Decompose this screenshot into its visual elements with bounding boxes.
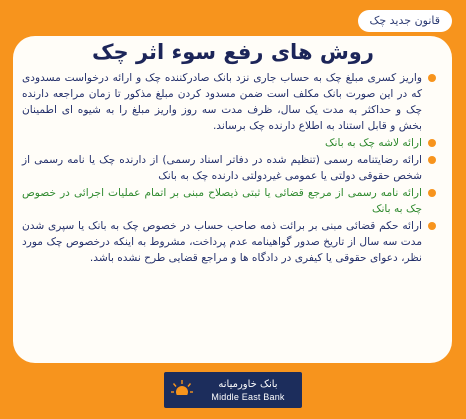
bullet-dot-icon — [428, 74, 436, 82]
logo-name-fa: بانک خاورمیانه — [218, 378, 278, 390]
list-item — [22, 185, 436, 217]
list-item-text: ارائه حکم قضائی مبنی بر برائت ذمه صاحب حساب در خصوص چک به بانک یا سپری شدن مدت سه سال از تاریخ صدور گواهینامه عدم پرداخت، مشروط به اینکه درخصوص چک مورد نظر، دعوای حقوقی یا کیفری در دادگاه ها و مراجع قضایی طرح نشده باشد. — [22, 220, 422, 264]
list-item — [22, 218, 436, 266]
list-item-text: ارائه لاشه چک به بانک — [325, 137, 422, 149]
bullet-list — [22, 70, 436, 267]
list-item-text: ارائه نامه رسمی از مرجع قضائی یا ثبتی ذیصلاح مبنی بر اتمام عملیات اجرائی در خصوص چک به بانک — [22, 187, 422, 215]
list-item — [22, 70, 436, 134]
bullet-dot-icon — [428, 222, 436, 230]
page-title: روش های رفع سوء اثر چک — [92, 40, 374, 64]
bullet-dot-icon — [428, 189, 436, 197]
bank-logo — [164, 372, 302, 408]
list-item — [22, 152, 436, 184]
logo-name-en: Middle East Bank — [211, 391, 285, 402]
category-tag: قانون جدید چک — [358, 10, 452, 32]
bullet-dot-icon — [428, 139, 436, 147]
sunburst-logo-icon — [170, 378, 194, 402]
list-item-text: واریز کسری مبلغ چک به حساب جاری نزد بانک صادرکننده چک و ارائه درخواست مسدودی که در این صورت بانک مکلف است ضمن مسدود کردن مبلغ مذکور تا زمان مراجعه دارنده چک و حداکثر به مدت یک سال، ظرف مدت سه روز واریز مبلغ را به شیوه ای اطمینان بخش و قابل استناد به اطلاع دارنده چک برساند. — [22, 72, 422, 132]
list-item — [22, 135, 436, 151]
bullet-dot-icon — [428, 156, 436, 164]
list-item-text: ارائه رضایتنامه رسمی (تنظیم شده در دفاتر اسناد رسمی) از دارنده چک یا نامه رسمی از شخص حقوقی دولتی یا عمومی غیردولتی دارنده چک به بانک — [22, 154, 422, 182]
logo-text — [194, 378, 302, 403]
